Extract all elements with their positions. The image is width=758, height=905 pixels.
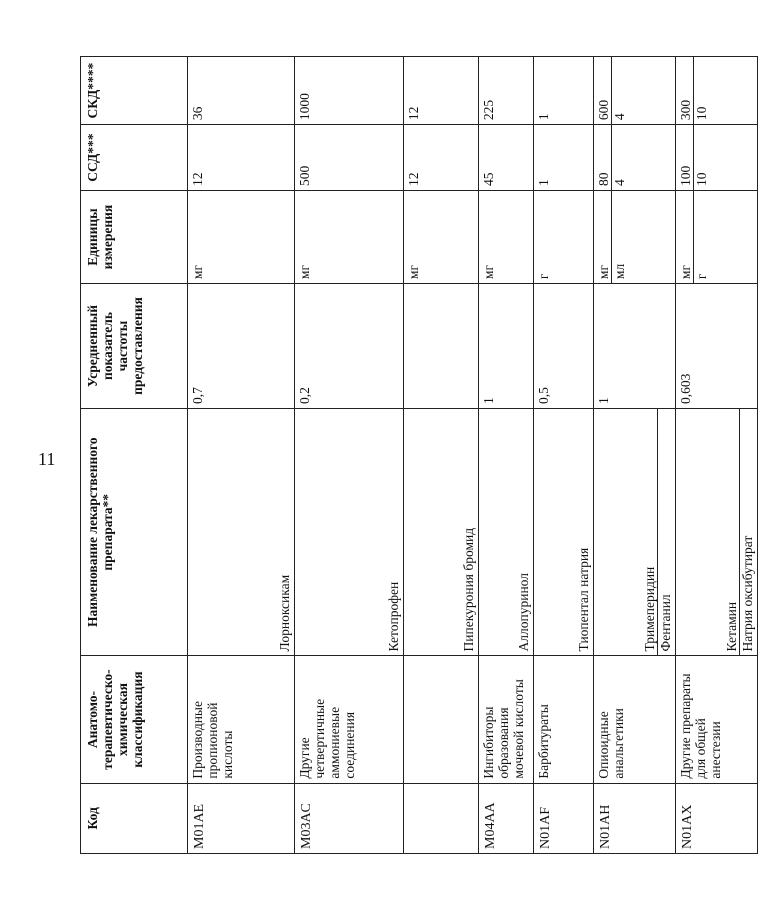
table-header-row xyxy=(81,57,188,854)
header-ssd: ССД*** xyxy=(81,125,188,191)
unit-value-list xyxy=(297,195,312,279)
ssd-value: 12 xyxy=(190,172,205,186)
drug-name-bottom xyxy=(190,413,292,652)
table-row xyxy=(479,57,534,854)
skd-value: 1000 xyxy=(297,93,312,121)
rotated-table-container xyxy=(80,56,755,854)
drug-name: Аллопуринол xyxy=(516,573,531,652)
drug-name-list xyxy=(642,413,673,652)
frequency-value: 1 xyxy=(479,284,534,409)
unit-value: мг xyxy=(596,265,611,280)
drug-name-cell xyxy=(404,408,479,656)
skd-value-cell xyxy=(594,57,676,125)
table-row xyxy=(594,57,676,854)
unit-value-cell xyxy=(534,191,594,284)
skd-value-cell xyxy=(295,57,404,125)
table-row xyxy=(534,57,594,854)
header-unit: Единицы измерения xyxy=(81,191,188,284)
skd-value: 600 xyxy=(596,99,611,121)
unit-value-cell xyxy=(404,191,479,284)
ssd-value: 80 xyxy=(596,172,611,186)
header-name: Наименование лекарственного препарата** xyxy=(81,408,188,656)
ssd-value-cell xyxy=(534,125,594,191)
atc-class: Ингибиторы образования мочевой кислоты xyxy=(479,656,534,783)
atc-class: Опиоидные анальгетики xyxy=(594,656,676,783)
unit-value-list xyxy=(536,195,551,279)
unit-value-cell xyxy=(676,191,758,284)
unit-value: г xyxy=(693,191,709,283)
ssd-value-cell xyxy=(188,125,295,191)
table-row xyxy=(188,57,295,854)
skd-value-cell xyxy=(188,57,295,125)
atc-code: M01AE xyxy=(188,783,295,853)
skd-value-cell xyxy=(479,57,534,125)
atc-code: M03AC xyxy=(295,783,404,853)
atc-code: M04AA xyxy=(479,783,534,853)
drug-name: Кетопрофен xyxy=(386,581,401,652)
unit-value-list xyxy=(596,195,627,279)
header-code: Код xyxy=(81,783,188,853)
drug-name: Тримеперидин xyxy=(642,566,657,652)
drug-name: Кетамин xyxy=(724,601,739,652)
unit-value-cell xyxy=(188,191,295,284)
skd-value-cell xyxy=(534,57,594,125)
drug-name: Фентанил xyxy=(657,409,673,656)
atc-class: Барбитураты xyxy=(534,656,594,783)
skd-value-list xyxy=(678,61,709,120)
unit-value-cell xyxy=(479,191,534,284)
ssd-value-list xyxy=(190,129,205,186)
ssd-value: 45 xyxy=(481,172,496,186)
unit-value: мг xyxy=(481,265,496,280)
drug-name-list xyxy=(516,413,531,652)
unit-value-list xyxy=(190,195,205,279)
drug-name-cell xyxy=(188,408,295,656)
drug-name-cell xyxy=(534,408,594,656)
ssd-value-list xyxy=(536,129,551,186)
ssd-value: 10 xyxy=(693,125,709,190)
skd-value-cell xyxy=(404,57,479,125)
drug-name-bottom xyxy=(596,413,673,652)
drug-name: Тиопентал натрия xyxy=(576,547,591,652)
atc-class xyxy=(404,656,479,783)
drug-name-list xyxy=(576,413,591,652)
drug-name-bottom xyxy=(406,413,476,652)
header-frequency: Усредненный показатель частоты предоставления xyxy=(81,284,188,409)
table-row xyxy=(404,57,479,854)
ssd-value-list xyxy=(297,129,312,186)
atc-class: Производные пропионовой кислоты xyxy=(188,656,295,783)
atc-class: Другие препараты для общей анестезии xyxy=(676,656,758,783)
skd-value: 1 xyxy=(536,113,551,121)
atc-code: N01AH xyxy=(594,783,676,853)
table-row xyxy=(676,57,758,854)
skd-value: 10 xyxy=(693,57,709,124)
drug-name-bottom xyxy=(297,413,401,652)
ssd-value-list xyxy=(596,129,627,186)
frequency-value: 0,5 xyxy=(534,284,594,409)
ssd-value-cell xyxy=(295,125,404,191)
skd-value-list xyxy=(190,61,205,120)
skd-value-list xyxy=(536,61,551,120)
drug-name: Лорноксикам xyxy=(277,574,292,652)
drug-name: Натрия оксибутират xyxy=(739,409,755,656)
atc-class: Другие четвертичные аммониевые соединения xyxy=(295,656,404,783)
unit-value-list xyxy=(678,195,709,279)
ssd-value: 12 xyxy=(406,172,421,186)
ssd-value-list xyxy=(406,129,421,186)
unit-value: мг xyxy=(678,265,693,280)
ssd-value: 1 xyxy=(536,179,551,186)
unit-value-cell xyxy=(594,191,676,284)
ssd-value-cell xyxy=(404,125,479,191)
skd-value: 4 xyxy=(611,57,627,124)
ssd-value-cell xyxy=(676,125,758,191)
ssd-value: 500 xyxy=(297,165,312,186)
atc-code: N01AX xyxy=(676,783,758,853)
drug-name: Пипекурония бромид xyxy=(461,527,476,652)
drug-name-bottom xyxy=(481,413,531,652)
drug-name-bottom xyxy=(678,413,755,652)
unit-value: г xyxy=(536,273,551,280)
skd-value-list xyxy=(406,61,421,120)
skd-value: 300 xyxy=(678,99,693,121)
frequency-value: 0,603 xyxy=(676,284,758,409)
skd-value: 12 xyxy=(406,106,421,121)
drug-name-bottom xyxy=(536,413,591,652)
skd-value-list xyxy=(481,61,496,120)
skd-value-list xyxy=(297,61,312,120)
ssd-value: 100 xyxy=(678,165,693,186)
unit-value: мг xyxy=(190,265,205,280)
drug-name-list xyxy=(461,413,476,652)
frequency-value: 1 xyxy=(594,284,676,409)
page-number: 11 xyxy=(38,449,56,469)
drug-name-list xyxy=(386,413,401,652)
frequency-value: 0,2 xyxy=(295,284,404,409)
ssd-value-list xyxy=(678,129,709,186)
skd-value-list xyxy=(596,61,627,120)
atc-code xyxy=(404,783,479,853)
drug-table xyxy=(80,56,758,854)
skd-value: 36 xyxy=(190,106,205,121)
unit-value-list xyxy=(406,195,421,279)
header-skd: СКД**** xyxy=(81,57,188,125)
ssd-value-cell xyxy=(594,125,676,191)
drug-name-list xyxy=(277,413,292,652)
drug-name-list xyxy=(724,413,755,652)
skd-value: 225 xyxy=(481,99,496,121)
unit-value: мл xyxy=(611,191,627,283)
unit-value-list xyxy=(481,195,496,279)
skd-value-cell xyxy=(676,57,758,125)
ssd-value-list xyxy=(481,129,496,186)
ssd-value: 4 xyxy=(611,125,627,190)
drug-name-cell xyxy=(594,408,676,656)
unit-value: мг xyxy=(297,265,312,280)
drug-name-cell xyxy=(479,408,534,656)
unit-value: мг xyxy=(406,265,421,280)
header-atc: Анатомо-терапевтическо-химическая классификация xyxy=(81,656,188,783)
drug-name-cell xyxy=(295,408,404,656)
frequency-value: 0,7 xyxy=(188,284,295,409)
frequency-value xyxy=(404,284,479,409)
atc-code: N01AF xyxy=(534,783,594,853)
drug-name-cell xyxy=(676,408,758,656)
table-row xyxy=(295,57,404,854)
ssd-value-cell xyxy=(479,125,534,191)
unit-value-cell xyxy=(295,191,404,284)
